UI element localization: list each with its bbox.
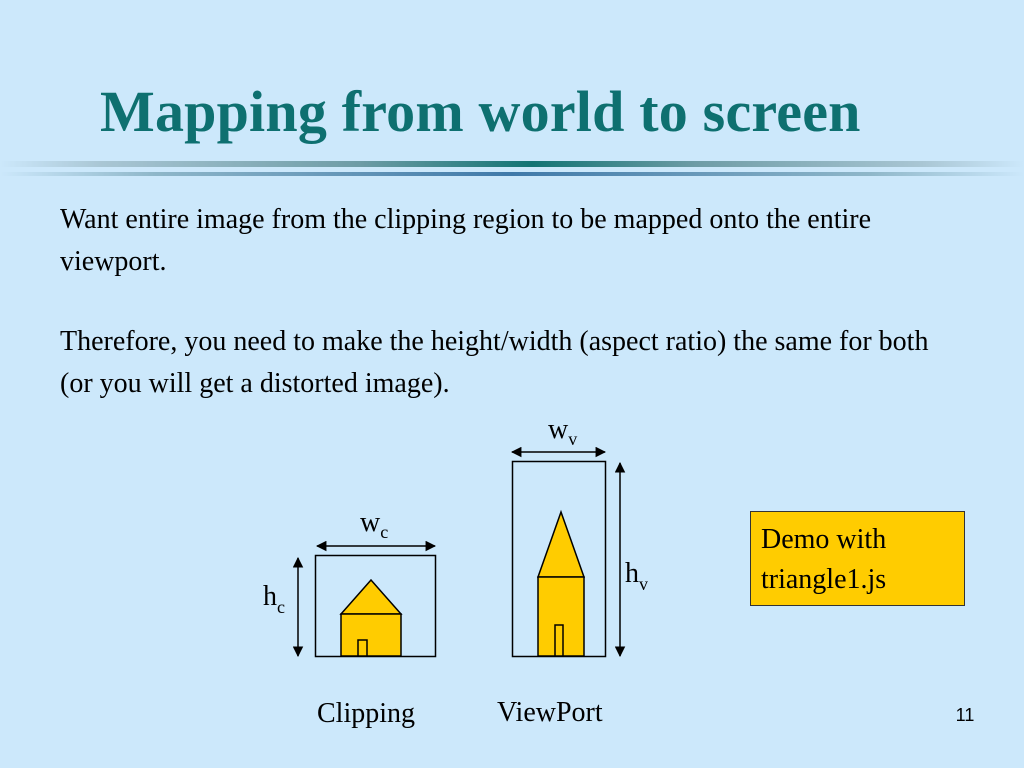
demo-callout-box — [750, 511, 965, 606]
viewport-width-subscript: v — [568, 429, 578, 449]
clipping-width-symbol: w — [360, 507, 381, 538]
clipping-house-body — [341, 614, 401, 656]
viewport-house-door — [555, 625, 563, 656]
viewport-height-symbol: h — [625, 558, 639, 589]
viewport-height-subscript: v — [639, 574, 648, 594]
clipping-house-door — [358, 640, 367, 656]
page-number: 11 — [955, 705, 975, 725]
clipping-height-symbol: h — [263, 581, 277, 612]
clipping-house-roof — [341, 580, 401, 614]
viewport-height-label — [625, 558, 648, 594]
clipping-height-subscript: c — [277, 597, 285, 617]
demo-callout-line-2: triangle1.js — [761, 564, 887, 595]
viewport-diagram — [497, 414, 648, 728]
paragraph-aspect-ratio: Therefore, you need to make the height/width (aspect ratio) the same for both (or you will get a distorted image). — [60, 326, 929, 399]
clipping-caption: Clipping — [317, 698, 416, 729]
slide-title: Mapping from world to screen — [100, 79, 861, 144]
viewport-caption: ViewPort — [497, 697, 603, 728]
clipping-width-subscript: c — [380, 522, 389, 542]
clipping-height-label — [263, 581, 285, 617]
paragraph-mapping: Want entire image from the clipping region to be mapped onto the entire viewport. — [60, 204, 872, 277]
clipping-diagram — [263, 507, 436, 729]
clipping-width-label — [360, 507, 388, 542]
viewport-width-label — [548, 414, 577, 449]
viewport-width-symbol: w — [548, 414, 569, 445]
viewport-house-roof — [538, 512, 584, 577]
demo-callout-line-1: Demo with — [761, 524, 887, 555]
